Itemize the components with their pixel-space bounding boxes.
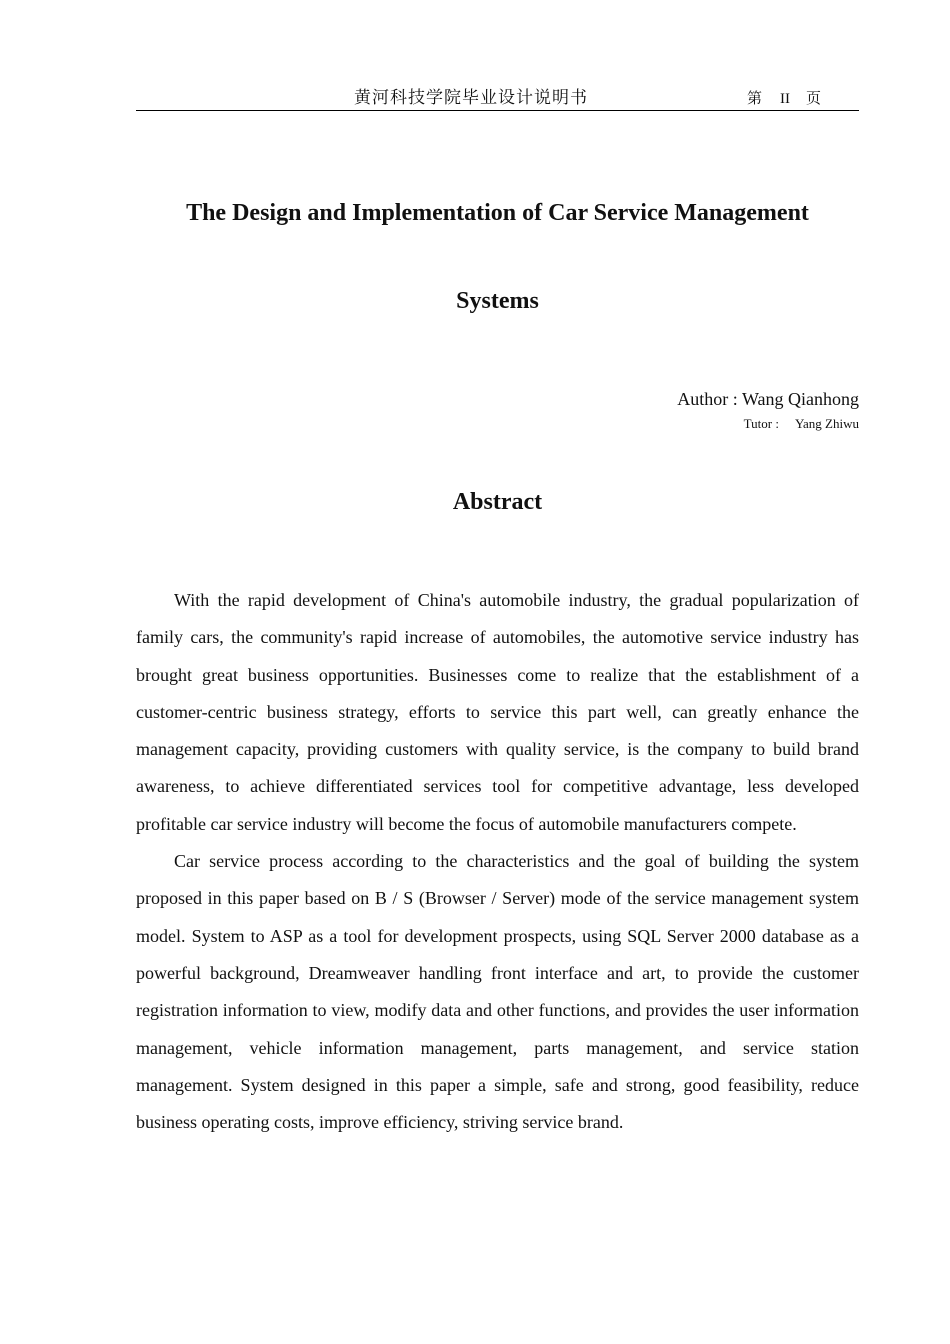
page-prefix: 第 [747,89,763,107]
abstract-paragraph: Car service process according to the characteristics and the goal of building the system proposed in this paper based on B / S (Browser / Server) mode of the service management system model. System to ASP as a tool for development prospects, using SQL Server 2000 database as a powerful background, Dreamweaver handling front interface and art, to provide the customer registration information to view, modify data and other functions, and provides the user information management, vehicle information management, parts management, and service station management. System designed in this paper a simple, safe and strong, good feasibility, reduce business operating costs, improve efficiency, striving service brand. [136,851,859,1133]
thesis-title-line-2: Systems [456,288,539,314]
tutor-name: Yang Zhiwu [794,416,859,431]
tutor-label: Tutor : [743,416,779,431]
page-number: II [780,91,791,107]
header-school-name: 黄河科技学院毕业设计说明书 [354,88,588,108]
header-page-indicator [747,86,821,111]
page-suffix: 页 [806,89,822,107]
page-header [136,86,859,111]
thesis-title-line-1: The Design and Implementation of Car Service Management [186,200,809,226]
author-label: Author : [677,389,742,409]
abstract-paragraph: With the rapid development of China's automobile industry, the gradual popularization of family cars, the community's rapid increase of automobiles, the automotive service industry has brought great business opportunities. Businesses come to realize that the establishment of a customer-centric business strategy, efforts to service this part well, can greatly enhance the management capacity, providing customers with quality service, is the company to build brand awareness, to achieve differentiated services tool for competitive advantage, less developed profitable car service industry will become the focus of automobile manufacturers compete. [136,590,859,834]
author-name: Wang Qianhong [741,389,859,409]
tutor-line [744,415,859,433]
abstract-heading: Abstract [452,489,543,515]
author-line [677,387,859,411]
abstract-body [136,582,859,1141]
